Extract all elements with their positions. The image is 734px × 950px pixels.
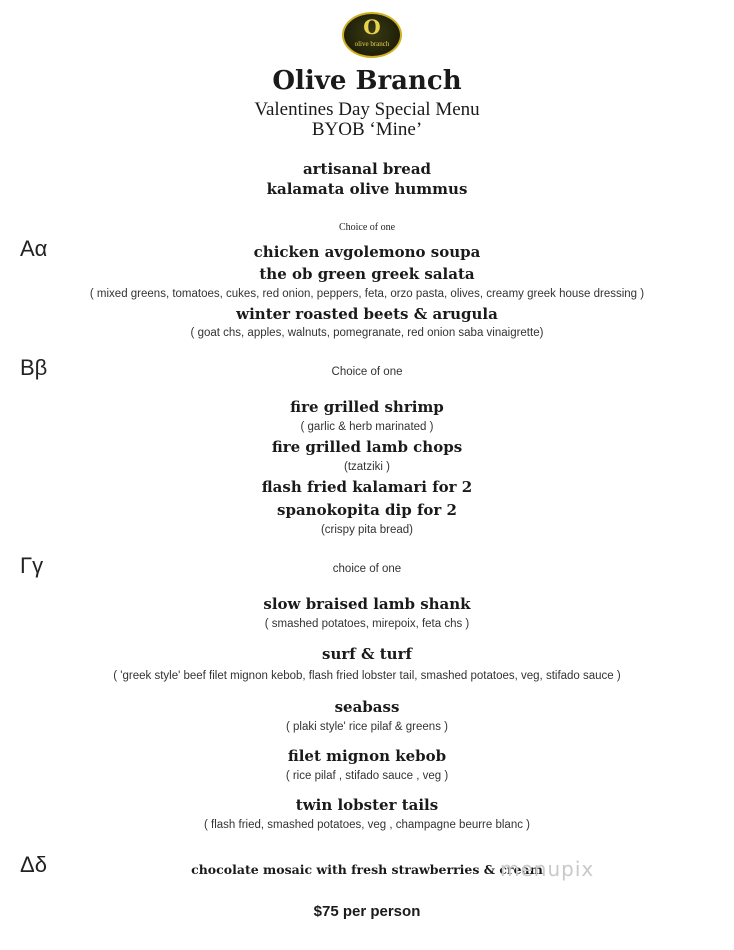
menu-item-name: slow braised lamb shank bbox=[263, 595, 471, 613]
course-a-letter: Αα bbox=[20, 236, 48, 261]
starter-item: artisanal bread bbox=[302, 160, 432, 178]
menu-item-description: ( goat chs, apples, walnuts, pomegranate, red onion saba vinaigrette) bbox=[190, 327, 544, 339]
olive-branch-logo bbox=[342, 12, 402, 58]
menu-item-name: surf & turf bbox=[322, 645, 412, 663]
course-c-choice: choice of one bbox=[332, 563, 402, 575]
course-d-letter: Δδ bbox=[20, 852, 47, 877]
menu-subtitle: Valentines Day Special Menu bbox=[254, 99, 480, 120]
menu-item-name: twin lobster tails bbox=[295, 796, 439, 814]
menu-item-description: ( flash fried, smashed potatoes, veg , champagne beurre blanc ) bbox=[203, 819, 530, 831]
menu-item-name: filet mignon kebob bbox=[287, 747, 447, 765]
menu-item-name: winter roasted beets & arugula bbox=[236, 305, 498, 323]
menu-item-name: the ob green greek salata bbox=[259, 265, 475, 283]
price: $75 per person bbox=[313, 903, 421, 920]
menu-item-description: ( garlic & herb marinated ) bbox=[300, 421, 434, 433]
menu-item-description: (tzatziki ) bbox=[344, 461, 390, 473]
course-c-letter: Γγ bbox=[20, 553, 44, 578]
menupix-watermark: menupix bbox=[500, 857, 595, 881]
course-b-letter: Ββ bbox=[20, 355, 48, 380]
course-b-choice: Choice of one bbox=[331, 366, 403, 378]
logo-mark: O bbox=[363, 15, 381, 39]
restaurant-title: Olive Branch bbox=[272, 66, 462, 96]
menu-item-description: ( plaki style' rice pilaf & greens ) bbox=[286, 721, 448, 733]
menu-item-name: fire grilled shrimp bbox=[290, 398, 444, 416]
byob-note: BYOB ‘Mine’ bbox=[311, 119, 423, 140]
menu-item-description: ( mixed greens, tomatoes, cukes, red onion, peppers, feta, orzo pasta, olives, creamy greek house dressing ) bbox=[89, 288, 645, 300]
menu-item-name: flash fried kalamari for 2 bbox=[261, 478, 473, 496]
menu-item-description: ( rice pilaf , stifado sauce , veg ) bbox=[285, 770, 449, 782]
course-a-choice: Choice of one bbox=[338, 222, 396, 233]
menu-item-name: chicken avgolemono soupa bbox=[253, 243, 481, 261]
logo-text: olive branch bbox=[354, 40, 390, 48]
menu-item-name: fire grilled lamb chops bbox=[271, 438, 463, 456]
menu-item-description: ( smashed potatoes, mirepoix, feta chs ) bbox=[264, 618, 470, 630]
menu-item-name: spanokopita dip for 2 bbox=[277, 501, 457, 519]
menu-item-description: (crispy pita bread) bbox=[320, 524, 414, 536]
menu-item-description: ( 'greek style' beef filet mignon kebob, flash fried lobster tail, smashed potatoes, veg, stifado sauce ) bbox=[113, 670, 621, 682]
menu-item-name: chocolate mosaic with fresh strawberries & cream bbox=[191, 862, 543, 877]
menu-item-name: seabass bbox=[334, 698, 400, 716]
starter-item: kalamata olive hummus bbox=[266, 180, 468, 198]
